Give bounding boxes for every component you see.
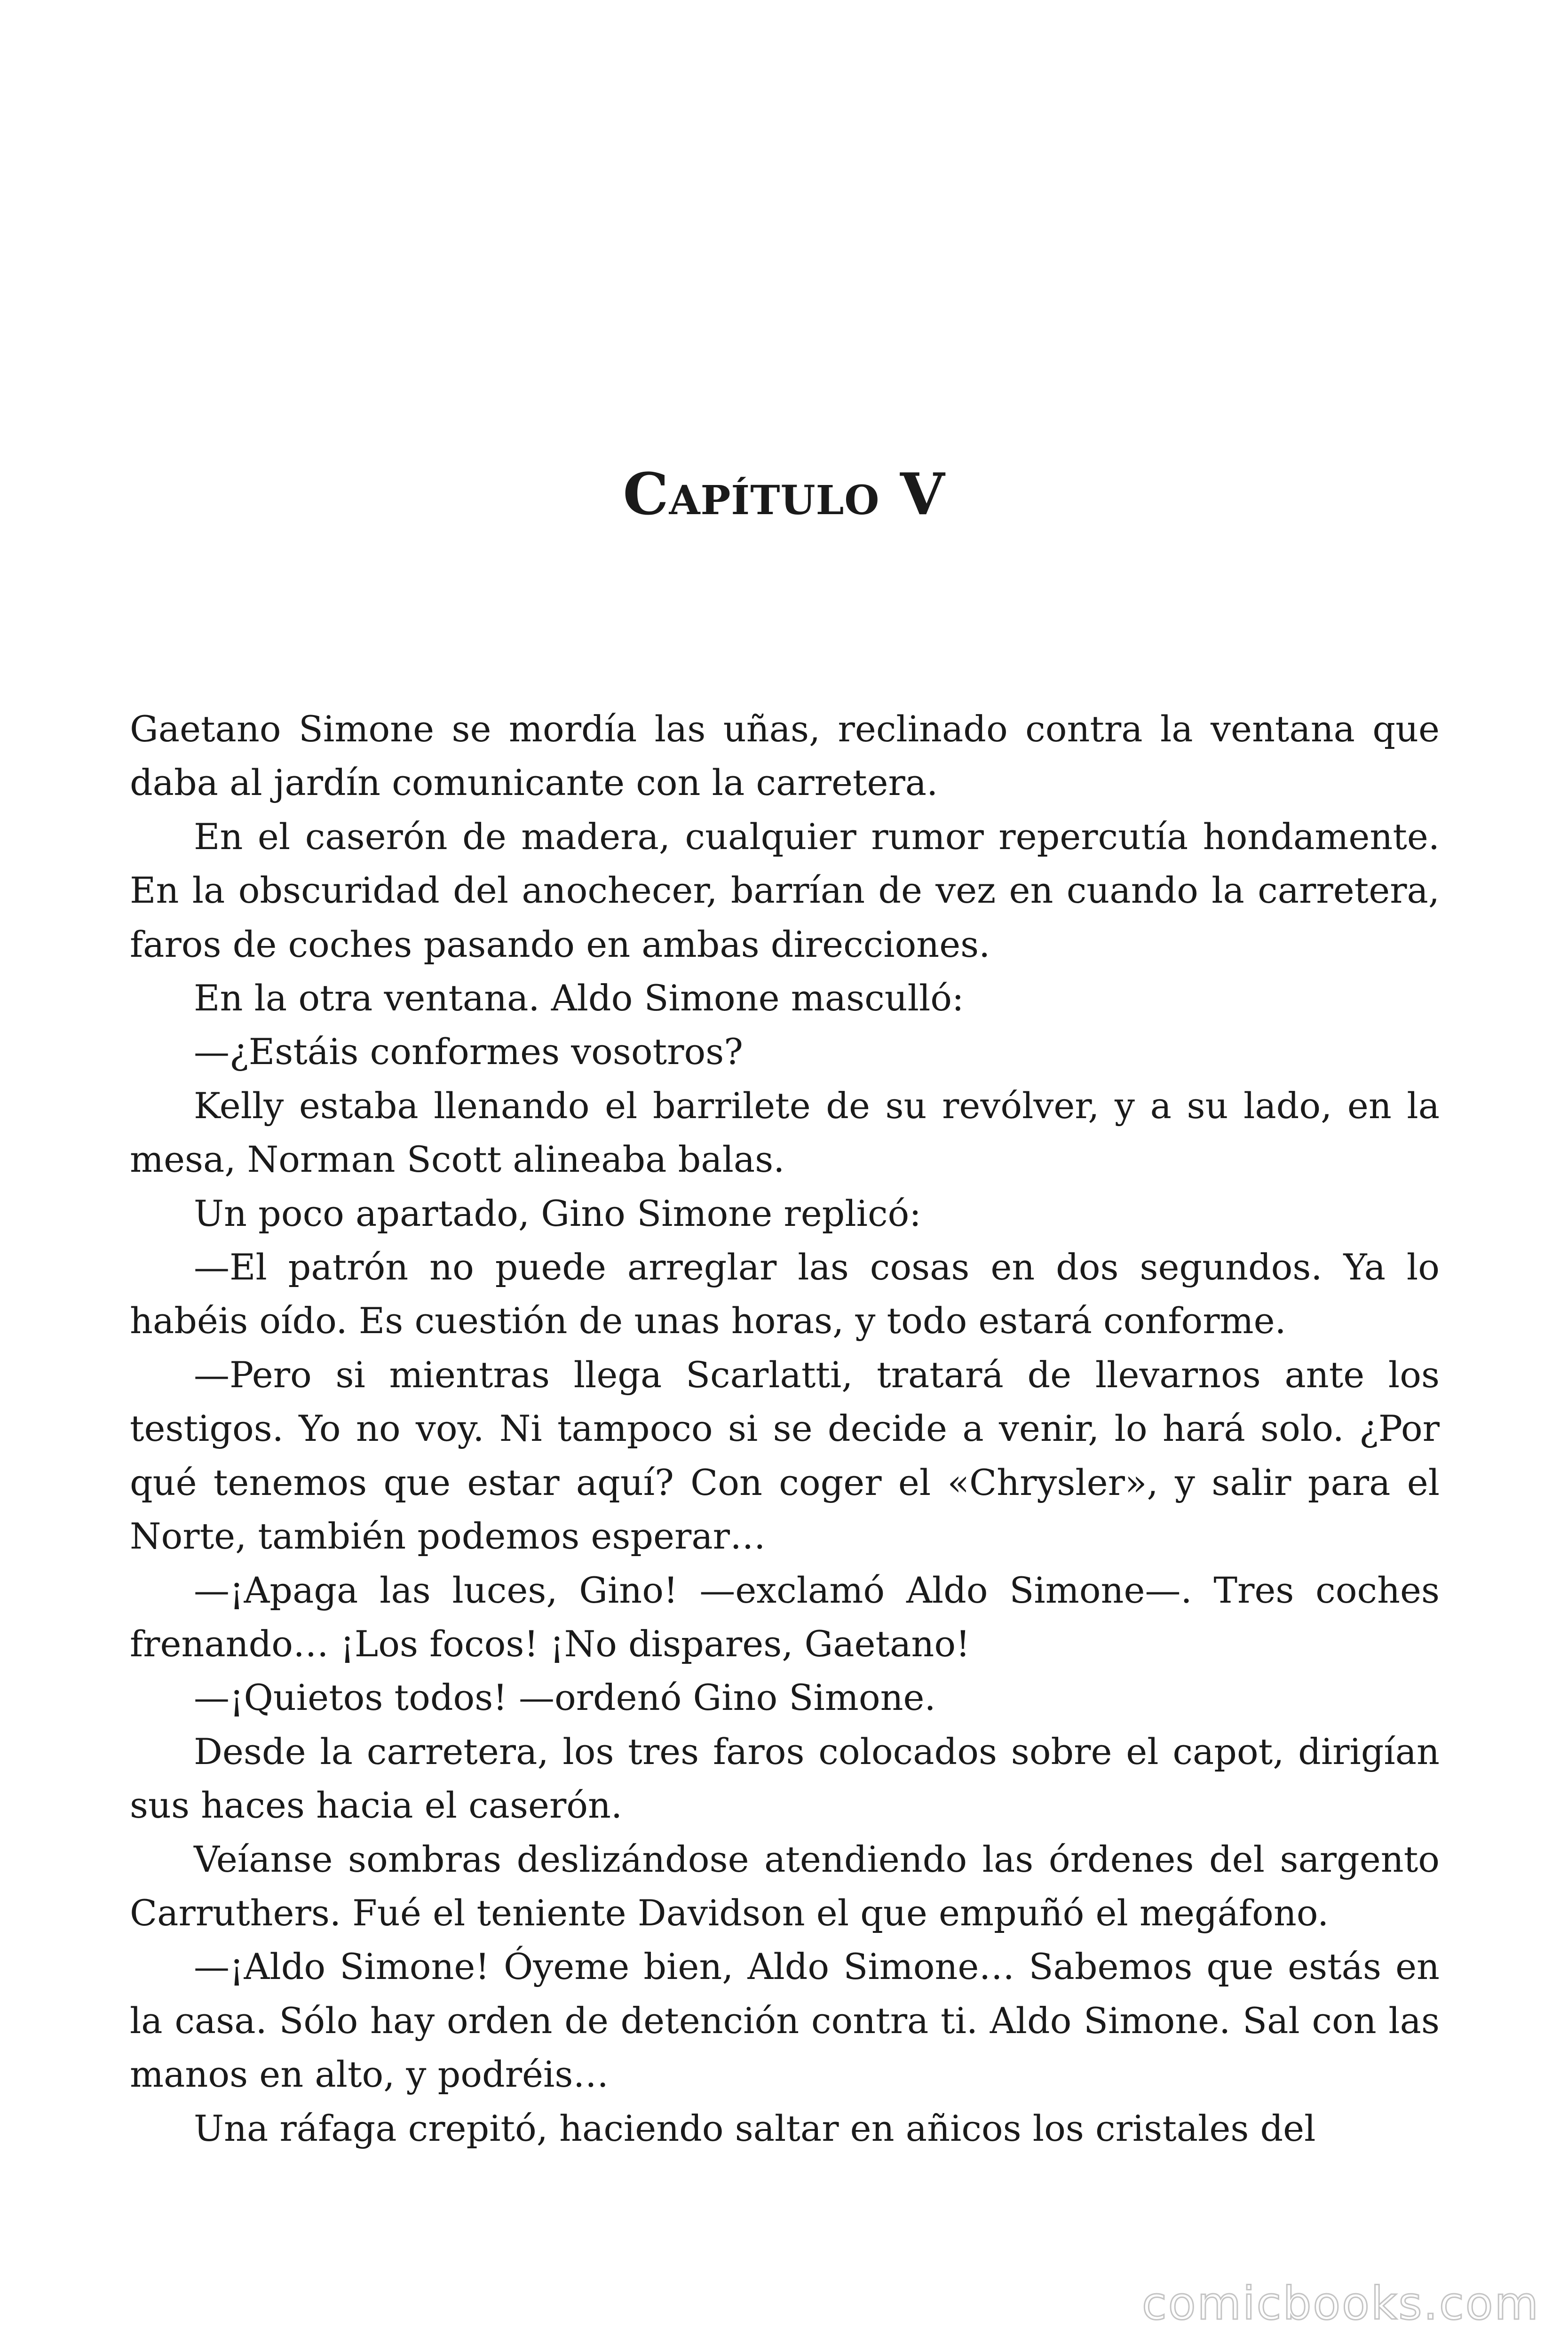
- dialogue-line: —Pero si mientras llega Scarlatti, tratará de llevarnos ante los testigos. Yo no voy. Ni tampoco si se decide a venir, lo hará solo. ¿Por qué tenemos que estar aquí? Con coger el «Chrysler», y salir para el Norte, también podemos esperar…: [130, 1353, 1440, 1557]
- paragraph: Kelly estaba llenando el barrilete de su revólver, y a su lado, en la mesa, Norman Scott alineaba balas.: [130, 1084, 1440, 1181]
- paragraph: En el caserón de madera, cualquier rumor repercutía hondamente. En la obscuridad del anochecer, barrían de vez en cuando la carretera, faros de coches pasando en ambas direcciones.: [130, 815, 1440, 965]
- chapter-body: [130, 702, 1440, 2155]
- paragraph: Veíanse sombras deslizándose atendiendo las órdenes del sargento Carruthers. Fué el teniente Davidson el que empuñó el megáfono.: [130, 1838, 1440, 1934]
- paragraph: En la otra ventana. Aldo Simone masculló:: [194, 977, 964, 1019]
- paragraph: Un poco apartado, Gino Simone replicó:: [194, 1192, 921, 1234]
- dialogue-line: —¡Apaga las luces, Gino! —exclamó Aldo Simone—. Tres coches frenando… ¡Los focos! ¡No dispares, Gaetano!: [130, 1569, 1440, 1665]
- paragraph: Una ráfaga crepitó, haciendo saltar en añicos los cristales del: [194, 2107, 1316, 2149]
- dialogue-line: —El patrón no puede arreglar las cosas en dos segundos. Ya lo habéis oído. Es cuestión de unas horas, y todo estará conforme.: [130, 1246, 1440, 1342]
- dialogue-line: —¡Quietos todos! —ordenó Gino Simone.: [194, 1677, 936, 1719]
- watermark: comicbooks.com: [1141, 2277, 1540, 2330]
- dialogue-line: —¡Aldo Simone! Óyeme bien, Aldo Simone… Sabemos que estás en la casa. Sólo hay orden de detención contra ti. Aldo Simone. Sal con las manos en alto, y podréis…: [130, 1946, 1440, 2096]
- paragraph: Desde la carretera, los tres faros colocados sobre el capot, dirigían sus haces hacia el caserón.: [130, 1730, 1440, 1827]
- chapter-title: Capítulo V: [623, 460, 945, 528]
- dialogue-line: —¿Estáis conformes vosotros?: [194, 1031, 744, 1073]
- paragraph: Gaetano Simone se mordía las uñas, reclinado contra la ventana que daba al jardín comunicante con la carretera.: [130, 708, 1440, 804]
